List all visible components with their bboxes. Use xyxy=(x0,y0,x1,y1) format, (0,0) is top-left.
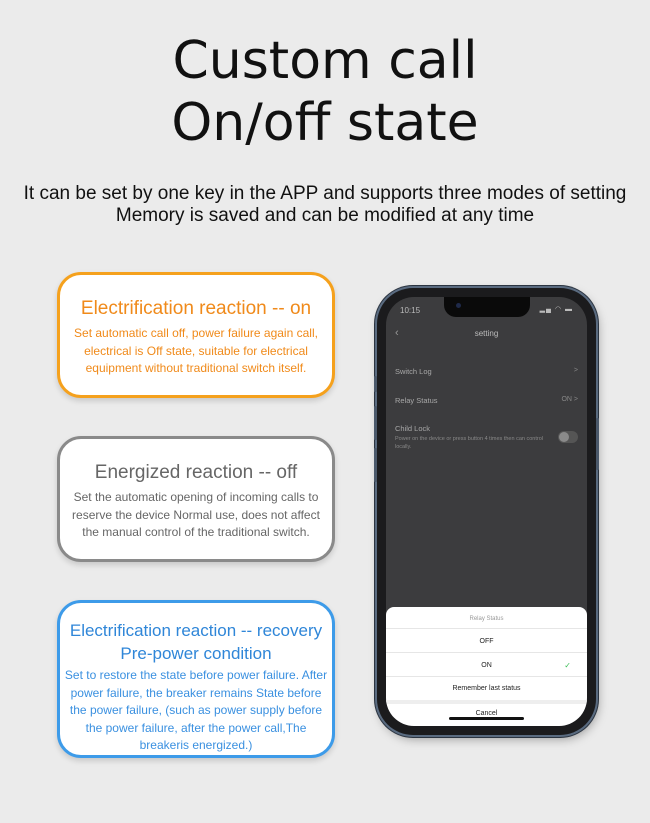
title-line-2: On/off state xyxy=(171,93,479,153)
phone-notch xyxy=(444,297,530,317)
sheet-separator xyxy=(386,700,587,704)
title-line-1: Custom call xyxy=(172,31,478,91)
mode-card-heading: Energized reaction -- off xyxy=(94,462,298,483)
chevron-right-icon: > xyxy=(573,367,578,374)
status-icons: ▂▄ ◠ ▬ xyxy=(539,306,573,313)
mode-card-heading: Electrification reaction -- recovery xyxy=(69,621,323,640)
status-time: 10:15 xyxy=(400,306,421,315)
camera-icon xyxy=(456,303,461,308)
mode-card-on xyxy=(57,272,335,398)
settings-row-relay-status[interactable] xyxy=(395,396,578,405)
sheet-divider xyxy=(386,628,587,629)
settings-row-label: Relay Status xyxy=(395,396,438,405)
mode-card-heading: Electrification reaction -- on xyxy=(80,298,312,319)
checkmark-icon: ✓ xyxy=(564,661,571,670)
settings-row-label: Child Lock xyxy=(395,424,431,433)
mode-card-recovery xyxy=(57,600,335,758)
sheet-option-remember[interactable]: Remember last status xyxy=(452,685,521,692)
back-icon[interactable]: ‹ xyxy=(395,327,399,339)
page-subtitle: It can be set by one key in the APP and supports three modes of setting Memory is saved and can be modified at any time xyxy=(23,183,627,226)
phone-volume-up-button xyxy=(374,406,377,440)
nav-bar xyxy=(386,327,587,343)
relay-status-action-sheet xyxy=(386,607,587,726)
phone-volume-down-button xyxy=(374,448,377,482)
phone-power-button xyxy=(596,418,599,470)
settings-row-switch-log[interactable] xyxy=(395,367,578,376)
sheet-header: Relay Status xyxy=(469,616,504,622)
mode-card-body: Set to restore the state before power failure. After power failure, the breaker remains State before the power failure, (such as power supply before the power failure, after the power call,The breakeris energized.) xyxy=(64,668,328,752)
sheet-cancel-button[interactable]: Cancel xyxy=(475,710,498,717)
sheet-option-on[interactable]: ON xyxy=(481,662,492,669)
sheet-divider xyxy=(386,676,587,677)
child-lock-toggle[interactable] xyxy=(558,431,578,443)
phone-mute-button xyxy=(374,376,377,392)
phone-screen xyxy=(386,297,587,726)
mode-card-heading-2: Pre-power condition xyxy=(120,644,272,663)
relay-status-value: ON > xyxy=(561,396,578,403)
phone-mockup xyxy=(377,288,596,735)
sheet-option-off[interactable]: OFF xyxy=(479,638,494,645)
sheet-divider xyxy=(386,652,587,653)
settings-row-description: Power on the device or press button 4 times then can control locally. xyxy=(395,436,543,450)
settings-row-label: Switch Log xyxy=(395,367,432,376)
mode-card-off xyxy=(57,436,335,562)
mode-card-body: Set automatic call off, power failure again call, electrical is Off state, suitable for electrical equipment without traditional switch itself. xyxy=(74,326,318,375)
home-indicator xyxy=(449,717,524,720)
mode-card-body: Set the automatic opening of incoming calls to reserve the device Normal use, does not affect the manual control of the traditional switch. xyxy=(72,490,320,539)
page-title xyxy=(0,30,650,154)
settings-row-child-lock xyxy=(395,424,578,451)
nav-title: setting xyxy=(474,329,499,338)
